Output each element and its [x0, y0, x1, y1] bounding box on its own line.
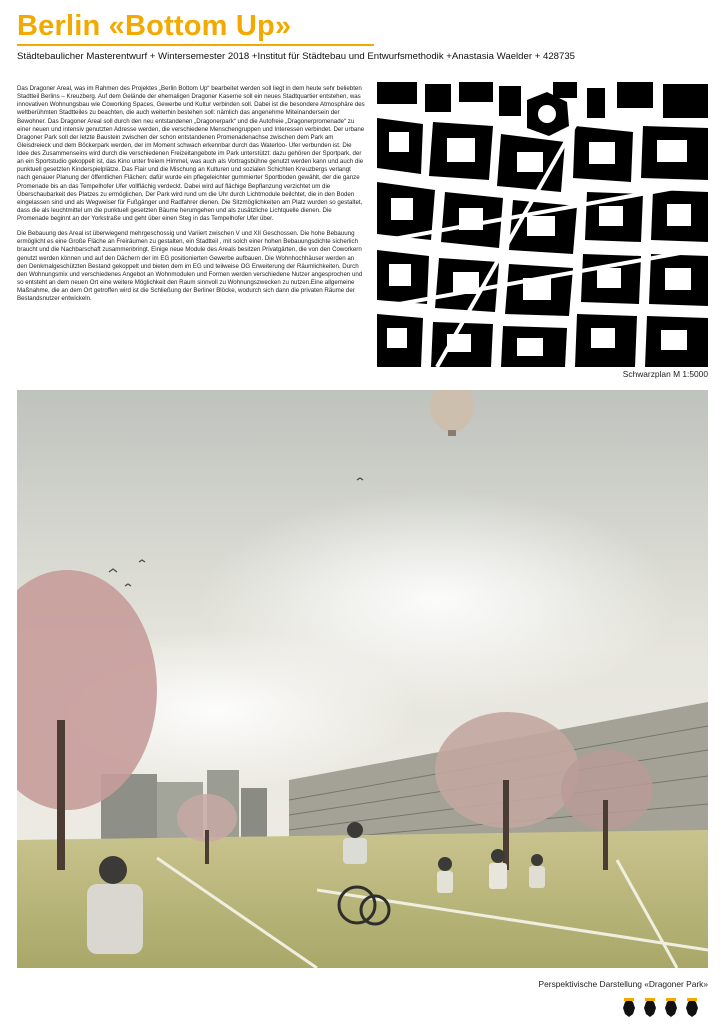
paragraph-1: Das Dragoner Areal, was im Rahmen des Projektes „Berlin Bottom Up“ bearbeitet werden soll liegt in dem heute sehr beliebten Stadtteil Berlins – Kreuzberg. Auf dem Gelände der ehemaligen Dragoner Kaserne soll ein neues Stadtquartier entstehen, was innovativen Wohnungsbau wie Coworking Spaces, Gewerbe und Kultur verbinden soll. Dabei ist die besondere Atmosphäre des weltberühmten Stadtteiles zu beachten, die auch weiterhin bestehen soll: nämlich das angenehme Miteinandersein der Bewohner. Das Dragoner Areal soll durch den neu entstandenen „Dragonerpark“ und die Autofreie „Dragonerpromenade“ zu einer neuen und intensiv genutzten Adresse werden, die verschiedene Menschengruppen und Interessen verbindet. Der urbane Dragoner Park soll der letzte Baustein zwischen der schon entstandenen Promenadenachse zwischen dem Park am Gleisdreieck und dem Böckerpark werden, der im Moment schwach erkennbar durch das Waterloo- Ufer verbunden ist. Die Idee des Zusammenseins wird durch die verschiedenen Freizeitangebote im Park unterstützt: dazu gehören der Sportpark, der an ein Sportstudio gekoppelt ist, das Kino unter freiem Himmel, was auch als Vortragsbühne genutzt werden kann und auch die punktuell gesetzten Kinderspielplätze. Das Flair und die Mischung an Kulturen und sozialen Schichten Kreuzbergs verlangt nach genauer Planung der öffentlichen Flächen: dafür wurde ein pflegeleichter gummierter Sportboden gewählt, der die ganze Promenade bis an das Tempelhofer Ufer vollflächig verdeckt. Dabei wird auf flächige Bepflanzung verzichtet um die Überschaubarkeit des Platzes zu ermöglichen. Der Park wird rund um die Uhr durch Lichtmodule beilchtet, die in den Boden eingelassen sind und als Wegweiser für Fußgänger und Radfahrer dienen. Die Sitzmöglichkeiten am Platz wurden so gestaltet, dass die als leuchtmittel um die punktuell gesetzten Bäume herumgehen und als zusätzliche Lichtquelle dienen. Die Promenade beginnt an der Yorkstraße und geht über einen Steg in das Tempelhofer Ufer über. — [17, 85, 365, 222]
description-text — [17, 85, 365, 310]
map-caption: Schwarzplan M 1:5000 — [622, 369, 708, 379]
bear-emblems — [622, 998, 708, 1018]
park-perspective-image — [17, 390, 708, 968]
perspective-rendering — [17, 390, 708, 968]
subtitle: Städtebaulicher Masterentwurf + Wintersemester 2018 +Institut für Städtebau und Entwurfsmethodik +Anastasia Waelder + 428735 — [17, 51, 575, 62]
page-title: Berlin «Bottom Up» — [17, 10, 292, 42]
title-underline — [17, 44, 374, 46]
paragraph-2: Die Bebauung des Areal ist überwiegend mehrgeschossig und Variiert zwischen V und XII Geschossen. Die hohe Bebauung ermöglicht es eine Große Fläche an Freiräumen zu gestalten, ein Stadtteil , mit solch einer hohen Bebauungsdichte sicherlich braucht und die Nachbarschaft zusammenbringt. Einige neue Module des Areals besitzen Privatgärten, die von den Coworkern genutzt werden können und auf den Dächern der im EG positionierten Gewerbe aufbauen. Die Wohnhochhäuser werden an den Denkmalgeschützten Bestand gekoppelt und bieten dem im EG und teilweise OG Erweiterung der Räumlichkeiten. Durch den Wohnungsmix und verschiedenes Angebot an Wohnmodulen und Formen werden verschiedene Nutzer angesprochen und so entsteht an dem neuen Ort eine weitere Möglichkeit den Raum sinnvoll zu Wohnungszwecken zu nutzen.Eine allgemeine Maßnahme, die an dem Ort getroffen wird ist die Schließung der Berliner Blöcke, wodurch sich dann die privaten Räume der Bestandsnutzer entwickeln. — [17, 230, 363, 303]
figure-ground-map-graphic — [377, 82, 708, 367]
berlin-bear-icon — [622, 998, 708, 1018]
render-caption: Perspektivische Darstellung «Dragoner Park» — [538, 979, 708, 989]
figure-ground-map — [377, 82, 708, 367]
